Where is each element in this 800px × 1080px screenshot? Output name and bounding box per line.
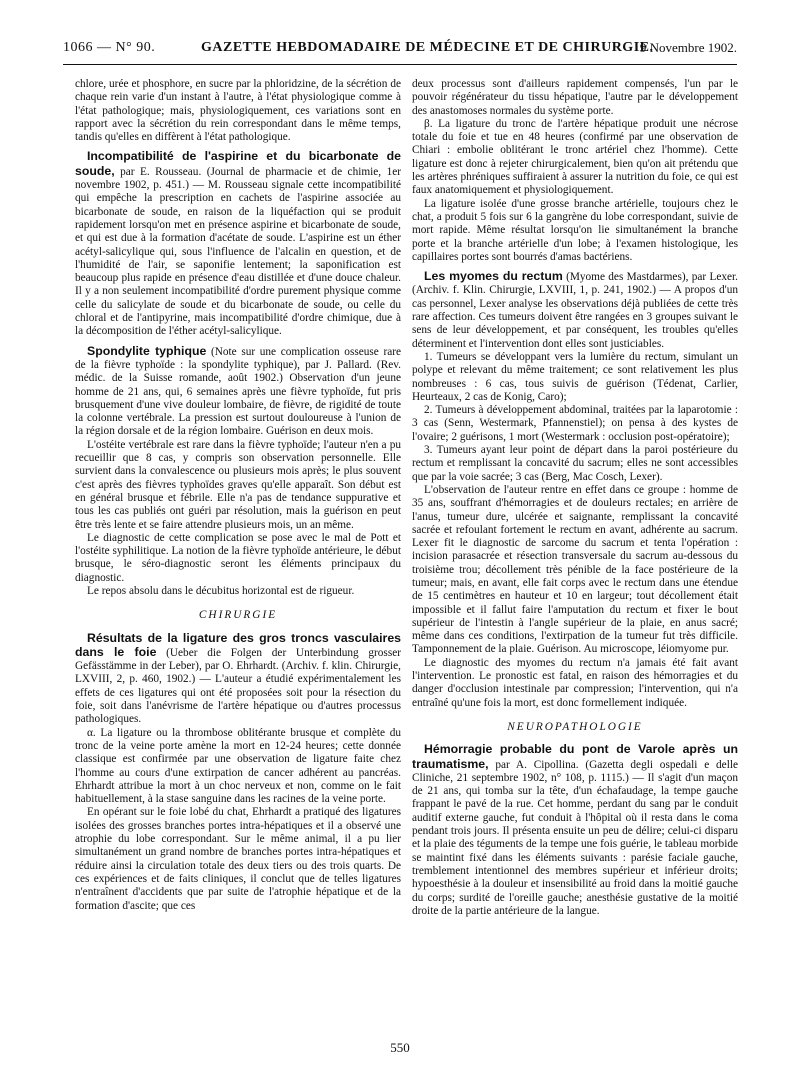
paragraph: L'observation de l'auteur rentre en effet dans ce groupe : homme de 35 ans, souffrant d'hémorragies et de douleurs rectales; en arrière de l'anus, tumeur dure, ulcérée et saignante, remplissant la concavité sacrée et refoulant fortement le rectum en avant, adhérente au sacrum. Lexer fit le diagnostic de sarcome du sacrum et tenta l'opération : incision parasacrée et résection transversale du sacrum au-dessous du troisième trou; décollement très pénible de la face postérieure de la tumeur; mais, en avant, elle fait corps avec le rectum dans une étendue de 15 centimètres en hauteur et 10 en largeur; tout décollement était impossible et il fallut faire l'amputation du rectum et fixer le bout supérieur de l'intestin à l'angle supérieur de la plaie, en anus sacré; même dans ces conditions, l'extirpation de la tumeur fut très difficile. Tamponnement de la plaie. Guérison. Au microscope, léiomyome pur.: [412, 483, 738, 656]
article-aspirine: [75, 150, 401, 338]
paragraph: Le diagnostic de cette complication se pose avec le mal de Pott et l'ostéite syphilitique. La notion de la fièvre typhoïde antérieure, le début brusque, le séro-diagnostic seront les éléments principaux du diagnostic.: [75, 531, 401, 584]
paragraph: La ligature isolée d'une grosse branche artérielle, toujours chez le chat, a produit 5 fois sur 6 la gangrène du lobe correspondant, suivie de mort rapide. Même résultat lorsqu'on lie simultanément la branche porte et la branche artérielle d'un lobe; à l'examen histologique, les capillaires portes sont bourrés d'amas bactériens.: [412, 197, 738, 263]
paragraph: L'ostéite vertébrale est rare dans la fièvre typhoïde; l'auteur n'en a pu recueillir que 8 cas, y compris son observation personnelle. Elle survient dans la convalescence ou plusieurs mois après; le plus souvent c'est après des fièvres typhoïdes graves qu'elle apparaît. Son début est en général brusque et fébrile. Elle n'a pas de tendance suppurative et tous les cas publiés ont guéri par résolution, mais la guérison en peut être très lente et se faire attendre plusieurs mois, un an même.: [75, 438, 401, 531]
header-rule: [63, 64, 737, 65]
paragraph: Le repos absolu dans le décubitus horizontal est de rigueur.: [87, 584, 355, 597]
article-body: (Ueber die Folgen der Unterbindung grosser Gefässtämme in der Leber), par O. Ehrhardt. (Archiv. f. klin. Chirurgie, LXVIII, 2, p. 460, 1902.) — L'auteur a étudié expérimentalement les effets de ces ligatures qui ont été proposées soit pour la résection du foie, soit dans l'anévrisme de l'artère hépatique ou d'autres processus pathologiques.: [75, 646, 401, 726]
article-title: Les myomes du rectum: [424, 269, 563, 284]
paragraph: 1. Tumeurs se développant vers la lumière du rectum, simulant un polype et relevant du même traitement; ce sont relativement les plus nombreuses : 6 cas, tous suivis de guérison (Tédenat, Carlier, Heurteaux, 2 cas de Konig, Caro);: [412, 350, 738, 403]
page-folio: 550: [390, 1040, 410, 1055]
paragraph: En opérant sur le foie lobé du chat, Ehrhardt a pratiqué des ligatures isolées des grosses branches portes intra-hépatiques et il a observé une atrophie du lobe correspondant. Sur le même animal, il a pu lier simultanément un grand nombre de branches portes intra-hépatiques et réduire ainsi la circulation totale des deux tiers ou des trois quarts. De ces expériences et de faits cliniques, il conclut que de telles ligatures n'entraînent d'accidents que par suite de l'atrophie hépatique et de la formation d'ascite; que ces: [75, 806, 401, 912]
article-body: par E. Rousseau. (Journal de pharmacie et de chimie, 1er novembre 1902, p. 451.) — M. Rousseau signale cette incompatibilité qui empêche la prescription en cachets de l'aspirine associée au bicarbonate de soude, en raison de la liquéfaction qui se produit rapidement lorsqu'on met en présence aspirine et bicarbonate de soude, et qui est due à la formation d'acétate de soude. L'aspirine est un éther acétyl-salicylique qui, sous l'influence de l'alcalin en question, et de l'humidité de l'air, se saponifie lentement; la saponification est beaucoup plus rapide en présence d'eau distillée et d'une douce chaleur. Il y a non seulement incompatibilité d'ordre purement physique comme celle du salicylate de soude et du bicarbonate de soude, ou celle du chloral et de l'antipyrine, mais incompatibilité d'ordre chimique, due à la décomposition de l'éther acétyl-salicylique.: [75, 165, 401, 338]
journal-title: GAZETTE HEBDOMADAIRE DE MÉDECINE ET DE CHIRURGIE.: [201, 40, 654, 55]
article-body: (Note sur une complication osseuse rare de la fièvre typhoïde : la spondylite typhique), par J. Pallard. (Rev. médic. de la Suisse romande, août 1902.) Observation d'un jeune homme de 21 ans, qui, 6 semaines après une fièvre typhoïde, fut pris brusquement d'une vive douleur lombaire, de fièvre, de rigidité de toute la colonne vertébrale. La pression est surtout douloureuse à l'union de la région dorsale et de la région lombaire. Guérison en deux mois.: [75, 345, 402, 438]
paragraph: deux processus sont d'ailleurs rapidement compensés, l'un par le pouvoir régénérateur du tissu hépatique, l'autre par le développement des anastomoses normales du système porte.: [412, 78, 738, 117]
paragraph: α. La ligature ou la thrombose oblitérante brusque et complète du tronc de la veine porte amène la mort en 12-24 heures; cette donnée classique est confirmée par une observation de ligature faite chez l'homme au cours d'une extirpation de cancer adhérent au pancréas. Ehrhardt attribue la mort à un choc nerveux et non, comme on le fait habituellement, à la stase sanguine dans les racines de la veine porte.: [75, 726, 401, 806]
right-column: [412, 78, 738, 918]
left-column: [75, 78, 401, 913]
article-myomes: [412, 270, 738, 351]
article-ligature: [75, 632, 401, 727]
paragraph: 3. Tumeurs ayant leur point de départ dans la paroi postérieure du rectum et remplissant la concavité du sacrum; elles ne sont accessibles que par la voie sacrée; 3 cas (Berg, Mac Cosch, Lexer).: [412, 444, 738, 483]
running-header: [63, 40, 737, 64]
paragraph: 2. Tumeurs à développement abdominal, traitées par la laparotomie : 3 cas (Senn, Westermark, Pfannenstiel); on pensa à des kystes de l'ovaire; 2 guérisons, 1 mort (Westermark : occlusion post-opératoire);: [412, 404, 738, 443]
article-title: Résultats de la ligature des gros troncs vasculaires dans le foie: [75, 630, 401, 659]
article-title: Incompatibilité de l'aspirine et du bicarbonate de soude,: [75, 149, 401, 178]
article-varole: [412, 743, 738, 918]
page-number: 1066 — N° 90.: [63, 40, 156, 55]
article-body: (Myome des Mastdarmes), par Lexer. (Archiv. f. Klin. Chirurgie, LXVIII, 1, p. 241, 1902.) — A propos d'un cas personnel, Lexer analyse les observations déjà publiées de cette très rare affection. Ces tumeurs doivent être rangées en 3 groupes suivant le sens de leur développement, et par conséquent, les troubles qu'elles déterminent et l'intervention dont elles sont justiciables.: [412, 271, 738, 350]
article-spondylite: [75, 345, 401, 439]
section-rubric: CHIRURGIE: [198, 609, 278, 622]
paragraph: β. La ligature du tronc de l'artère hépatique produit une nécrose totale du foie et tue en 48 heures (confirmé par une observation de Chiari : embolie oblitérant le tronc artériel chez l'homme). Cette ligature est donc à rejeter chirurgicalement, bien qu'on ait prétendu que les artères phréniques suffiraient à assurer la nutrition du foie, ce qui est faux anatomiquement et physiologiquement.: [412, 117, 738, 197]
paragraph: chlore, urée et phosphore, en sucre par la phloridzine, de la sécrétion de chaque rein varie d'un instant à l'autre, à l'état physiologique comme à l'état pathologique; mais, physiologiquement, ces variations sont en rapport avec la sécrétion du rein correspondant dans le même temps, tandis qu'elles en diffèrent à l'état pathologique.: [75, 78, 401, 144]
article-body: par A. Cipollina. (Gazetta degli ospedali e delle Cliniche, 21 septembre 1902, n° 108, p. 1115.) — Il s'agit d'un maçon de 21 ans, qui tomba sur la tête, d'un échafaudage, la tempe gauche frappant le pavé de la rue. Cet homme, perdant du sang par le conduit auditif externe gauche, fut conduit à l'hôpital où il resta dans le coma pendant trois jours. Il présenta ensuite un peu de délire; celui-ci disparu et la plaie des téguments de la tempe une fois guérie, le tableau morbide se maintint fixé dans les éléments suivants : parésie faciale gauche, tremblement intentionnel des membres supérieur et inférieur droits; hypoesthésie à la douleur et insensibilité au froid dans la moitié gauche du corps; surdité de l'oreille gauche; anesthésie gustative de la moitié droite de la partie antérieure de la langue.: [412, 758, 738, 917]
article-title: Hémorragie probable du pont de Varole après un traumatisme,: [412, 742, 738, 771]
article-title: Spondylite typhique: [87, 343, 207, 358]
section-rubric: NEUROPATHOLOGIE: [507, 720, 643, 733]
paragraph: Le diagnostic des myomes du rectum n'a jamais été fait avant l'intervention. Le pronostic est fatal, en raison des hémorragies et du danger d'occlusion intestinale par compression; l'intervention, qui n'a entraîné qu'une fois la mort, est donc formellement indiquée.: [412, 656, 738, 709]
issue-date: 9 Novembre 1902.: [639, 40, 737, 55]
